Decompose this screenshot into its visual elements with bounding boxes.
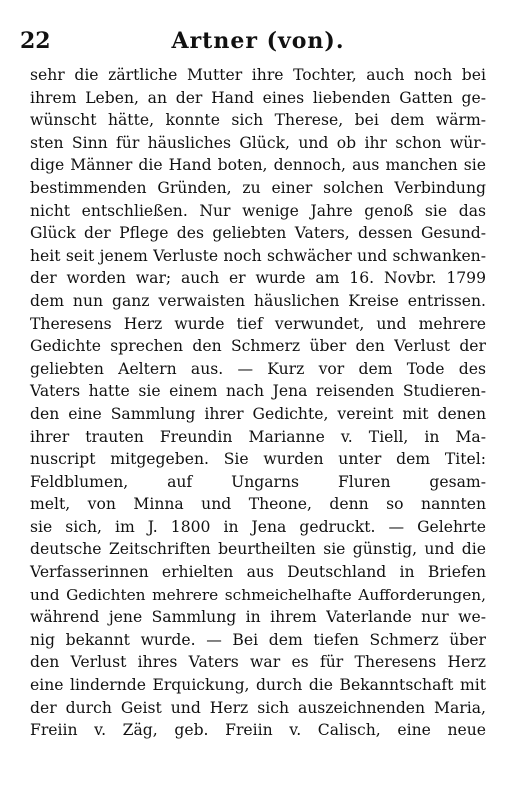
text-line: sie sich, im J. 1800 in Jena gedruckt. — Gelehrte <box>30 517 486 536</box>
text-line: Feldblumen, auf Ungarns Fluren gesam- <box>30 472 486 491</box>
text-line: dige Männer die Hand boten, dennoch, aus manchen sie <box>30 156 486 175</box>
text-line: Glück der Pflege des geliebten Vaters, dessen Gesund- <box>30 224 486 243</box>
text-line: Gedichte sprechen den Schmerz über den Verlust der <box>30 337 486 356</box>
text-line: bestimmenden Gründen, zu einer solchen Verbindung <box>30 178 486 197</box>
text-line: heit seit jenem Verluste noch schwächer und schwanken- <box>30 246 486 265</box>
text-line: Verfasserinnen erhielten aus Deutschland in Briefen <box>30 563 486 582</box>
text-line: Vaters hatte sie einem nach Jena reisenden Studieren- <box>30 382 486 401</box>
text-line: melt, von Minna und Theone, denn so nannten <box>30 495 486 514</box>
text-line: ihrer trauten Freundin Marianne v. Tiell, in Ma- <box>30 427 486 446</box>
text-line: während jene Sammlung in ihrem Vaterlande nur we- <box>30 608 486 627</box>
text-line: den Verlust ihres Vaters war es für Theresens Herz <box>30 653 486 672</box>
text-line: der durch Geist und Herz sich auszeichnenden Maria, <box>30 698 486 717</box>
running-head: Artner (von). <box>171 28 345 54</box>
text-line: nuscript mitgegeben. Sie wurden unter dem Titel: <box>30 450 486 469</box>
page-header <box>20 28 496 54</box>
text-line: sehr die zärtliche Mutter ihre Tochter, auch noch bei <box>30 66 486 84</box>
text-line: nig bekannt wurde. — Bei dem tiefen Schmerz über <box>30 630 486 649</box>
text-line: ihrem Leben, an der Hand eines liebenden Gatten ge- <box>30 88 486 107</box>
text-line: eine lindernde Erquickung, durch die Bekanntschaft mit <box>30 676 486 695</box>
text-line: dem nun ganz verwaisten häuslichen Kreise entrissen. <box>30 291 486 310</box>
text-line: Theresens Herz wurde tief verwundet, und mehrere <box>30 314 486 333</box>
text-line: deutsche Zeitschriften beurtheilten sie günstig, und die <box>30 540 486 559</box>
text-line: den eine Sammlung ihrer Gedichte, vereint mit denen <box>30 404 486 423</box>
text-line: nicht entschließen. Nur wenige Jahre genoß sie das <box>30 201 486 220</box>
text-line: sten Sinn für häusliches Glück, und ob ihr schon wür- <box>30 133 486 152</box>
text-line: wünscht hätte, konnte sich Therese, bei dem wärm- <box>30 111 486 130</box>
text-line: und Gedichten mehrere schmeichelhafte Aufforderungen, <box>30 585 486 604</box>
text-line: Freiin v. Zäg, geb. Freiin v. Calisch, eine neue <box>30 721 486 740</box>
body-text <box>30 64 486 742</box>
text-line: der worden war; auch er wurde am 16. Novbr. 1799 <box>30 269 486 288</box>
page-number: 22 <box>20 28 51 54</box>
text-line: geliebten Aeltern aus. — Kurz vor dem Tode des <box>30 359 486 378</box>
